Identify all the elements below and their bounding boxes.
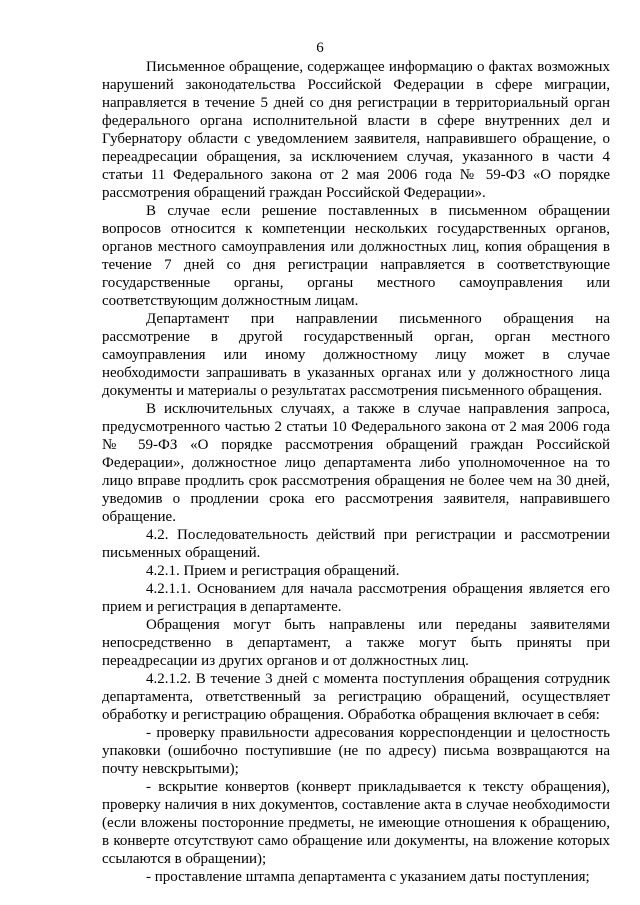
document-body: [102, 58, 610, 886]
paragraph-migration-violations: Письменное обращение, содержащее информацию о фактах возможных нарушений законодательства Российской Федерации в сфере миграции, направляется в течение 5 дней со дня регистрации в территориальный орган федерального органа исполнительной власти в сфере внутренних дел и Губернатору области с уведомлением заявителя, направившего обращение, о переадресации обращения, за исключением случая, указанного в части 4 статьи 11 Федерального закона от 2 мая 2006 года № 59-ФЗ «О порядке рассмотрения обращений граждан Российской Федерации».: [102, 59, 610, 201]
page-number: 6: [316, 40, 324, 56]
clause-4-2-1-1: 4.2.1.1. Основанием для начала рассмотрения обращения является его прием и регистрация в департаменте.: [102, 581, 610, 615]
list-item-stamp: - проставление штампа департамента с указанием даты поступления;: [146, 869, 590, 885]
list-item-open-envelopes: - вскрытие конвертов (конверт прикладывается к тексту обращения), проверку наличия в них документов, составление акта в случае необходимости (если вложены посторонние предметы, не имеющие отношения к обращению, в конверте отсутствуют само обращение или документы, на вложение которых ссылаются в обращении);: [102, 779, 610, 867]
paragraph-term-extension: В исключительных случаях, а также в случае направления запроса, предусмотренного частью 2 статьи 10 Федерального закона от 2 мая 2006 года № 59-ФЗ «О порядке рассмотрения обращений граждан Российской Федерации», должностное лицо департамента либо уполномоченное на то лицо вправе продлить срок рассмотрения обращения не более чем на 30 дней, уведомив о продлении срока его рассмотрения заявителя, направившего обращение.: [102, 401, 610, 525]
paragraph-request-materials: Департамент при направлении письменного обращения на рассмотрение в другой государственный орган, орган местного самоуправления или иному должностному лицу может в случае необходимости запрашивать в указанных органах или у должностного лица документы и материалы о результатах рассмотрения письменного обращения.: [102, 311, 610, 399]
clause-4-2-1-2: 4.2.1.2. В течение 3 дней с момента поступления обращения сотрудник департамента, ответственный за регистрацию обращений, осуществляет обработку и регистрацию обращения. Обработка обращения включает в себя:: [102, 671, 610, 723]
paragraph-submission-channels: Обращения могут быть направлены или переданы заявителями непосредственно в департамент, а также могут быть приняты при переадресации из других органов и от должностных лиц.: [102, 617, 610, 669]
section-heading-4-2: 4.2. Последовательность действий при регистрации и рассмотрении письменных обращений.: [102, 527, 610, 561]
section-heading-4-2-1: 4.2.1. Прием и регистрация обращений.: [146, 563, 400, 579]
list-item-address-check: - проверку правильности адресования корреспонденции и целостность упаковки (ошибочно поступившие (не по адресу) письма возвращаются на почту невскрытыми);: [102, 725, 610, 777]
paragraph-multiple-agencies: В случае если решение поставленных в письменном обращении вопросов относится к компетенции нескольких государственных органов, органов местного самоуправления или должностных лиц, копия обращения в течение 7 дней со дня регистрации направляется в соответствующие государственные органы, органы местного самоуправления или соответствующим должностным лицам.: [102, 203, 610, 309]
